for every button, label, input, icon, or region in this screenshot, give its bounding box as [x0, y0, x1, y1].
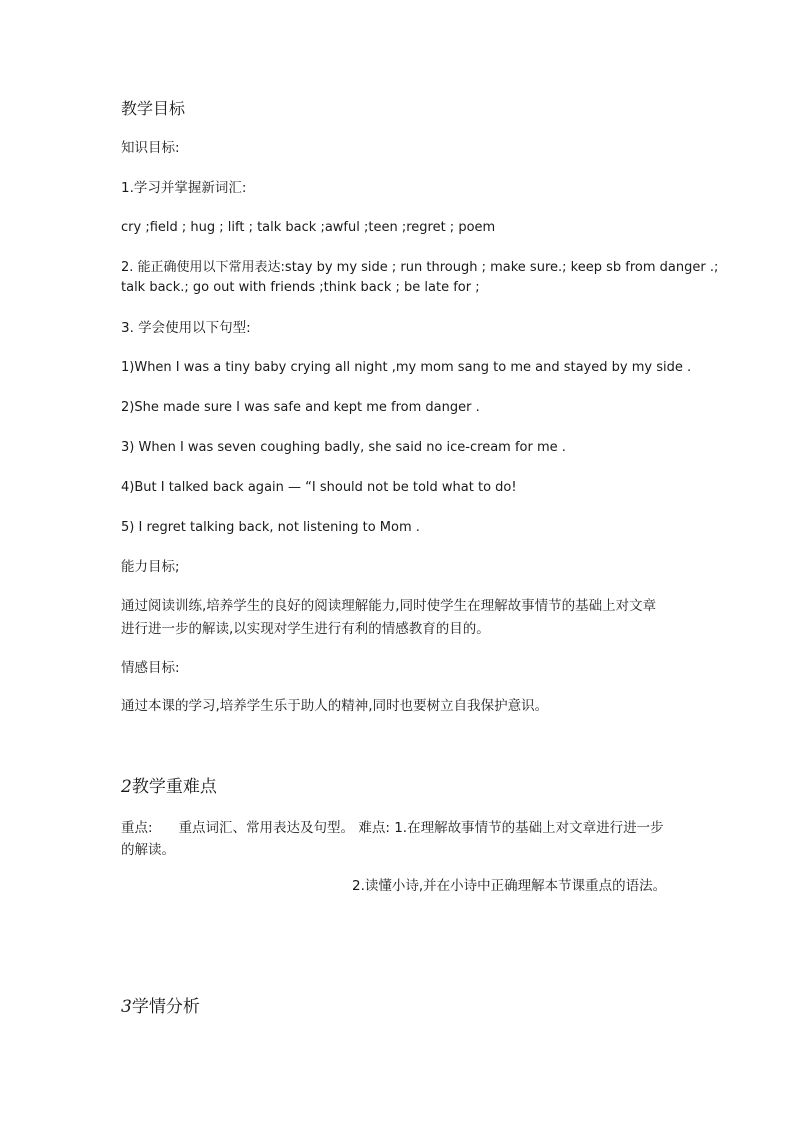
vocab-item-title: 1.学习并掌握新词汇: — [121, 180, 247, 196]
sentence-patterns-title: 3. 学会使用以下句型: — [121, 320, 251, 336]
section-number: 3 — [121, 997, 132, 1017]
expressions-line-1: 2. 能正确使用以下常用表达:stay by my side ; run through ; make sure.; keep sb from danger .; — [121, 260, 719, 275]
ability-text-line-1: 通过阅读训练,培养学生的良好的阅读理解能力,同时使学生在理解故事情节的基础上对文章 — [121, 598, 657, 614]
learner-analysis-heading — [121, 993, 200, 1021]
sentence-3: 3) When I was seven coughing badly, she said no ice-cream for me . — [121, 440, 566, 455]
section-title: 教学重难点 — [131, 777, 217, 797]
section-title: 学情分析 — [131, 997, 200, 1017]
section-number: 2 — [121, 777, 132, 797]
sentence-1: 1)When I was a tiny baby crying all night ,my mom sang to me and stayed by my side . — [121, 360, 692, 375]
sentence-2: 2)She made sure I was safe and kept me from danger . — [121, 400, 480, 415]
key-text: 重点词汇、常用表达及句型。 难点: 1.在理解故事情节的基础上对文章进行进一步 — [178, 820, 664, 836]
key-points-continuation: 的解读。 — [121, 842, 175, 858]
emotion-text: 通过本课的学习,培养学生乐于助人的精神,同时也要树立自我保护意识。 — [121, 698, 549, 714]
key-label: 重点: — [121, 820, 153, 836]
sentence-4: 4)But I talked back again — “I should not be told what to do! — [121, 480, 517, 495]
key-points-line — [121, 816, 664, 840]
ability-objectives-label: 能力目标; — [121, 559, 180, 575]
sentence-5: 5) I regret talking back, not listening to Mom . — [121, 520, 420, 535]
vocab-list: cry ;field ; hug ; lift ; talk back ;awful ;teen ;regret ; poem — [121, 220, 496, 235]
emotion-objectives-label: 情感目标: — [121, 660, 180, 676]
expressions-line-2: talk back.; go out with friends ;think back ; be late for ; — [121, 280, 480, 295]
key-difficulties-heading — [121, 773, 217, 801]
ability-text-line-2: 进行进一步的解读,以实现对学生进行有利的情感教育的目的。 — [121, 621, 490, 637]
difficulty-2: 2.读懂小诗,并在小诗中正确理解本节课重点的语法。 — [352, 878, 667, 894]
knowledge-objectives-label: 知识目标: — [121, 140, 180, 156]
teaching-objectives-heading: 教学目标 — [121, 99, 186, 118]
